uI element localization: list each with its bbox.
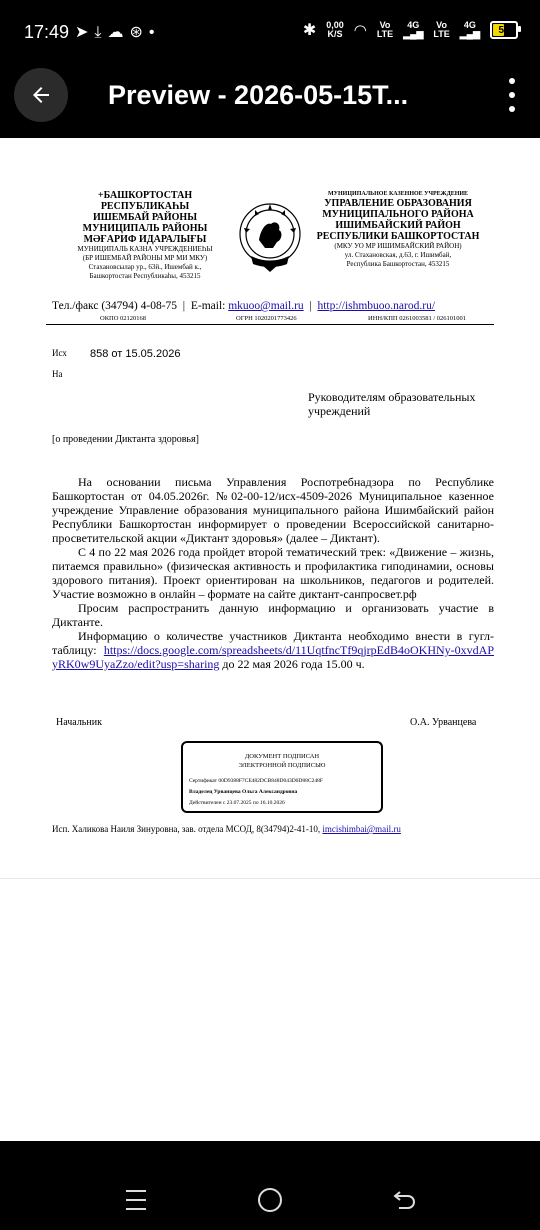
paragraph: Информацию о количестве участников Диктанта необходимо внести в гугл-таблицу: https://docs.google.com/spreadsheets/d/11UqtfncTf9qjrpEdB4oOKHNy-0xvdAPyRK0w9UyaZzo/edit?usp=sharing до 22 мая 2026 года 15.00 ч.	[52, 629, 494, 671]
more-vert-icon	[509, 78, 515, 84]
network-speed: 0,00 K/S	[326, 20, 344, 39]
app-bar	[0, 62, 540, 138]
arrow-left-icon	[29, 83, 53, 107]
e-signature-stamp: ДОКУМЕНТ ПОДПИСАН ЭЛЕКТРОННОЙ ПОДПИСЬЮ Сертификат 00D9388F7CE482DCB848D043D0D88C248F Владелец Урванцева Ольга Александровна Действителен с 23.07.2025 по 16.10.2026	[181, 741, 383, 813]
executor-email-link[interactable]: imcishimbai@mail.ru	[322, 824, 401, 834]
document-page[interactable]	[0, 138, 540, 878]
page-title: Preview - 2026-05-15T...	[108, 80, 409, 110]
sim1-signal: 4G ▂▄▆	[403, 20, 424, 39]
incoming-label: На	[52, 369, 63, 379]
website-link[interactable]: http://ishmbuoo.narod.ru/	[317, 300, 436, 312]
sim2-signal: 4G ▂▄▆	[459, 20, 480, 39]
download-icon: ⤓	[94, 24, 108, 41]
battery-level: 51	[498, 24, 510, 36]
home-button[interactable]	[258, 1188, 282, 1212]
bluetooth-icon: ✱	[302, 22, 317, 39]
signer-position: Начальник	[56, 717, 102, 728]
signal-icon: ▂▄▆	[403, 29, 424, 39]
paragraph: С 4 по 22 мая 2026 года пройдет второй тематический трек: «Движение – жизнь, питаемся правильно» (физическая активность и профилактика гиподинамии, основы здорового питания). Проект ориентирован на школьников, педагогов и родителей. Участие возможно в онлайн – формате на сайте диктант-санпросвет.рф	[52, 545, 494, 601]
outgoing-label: Исх	[52, 348, 67, 358]
subject-line: [о проведении Диктанта здоровья]	[52, 434, 199, 445]
back-arrow-icon	[395, 1192, 414, 1208]
okpo-code: ОКПО 02120168	[100, 315, 147, 322]
status-bar	[0, 0, 540, 62]
paragraph: На основании письма Управления Роспотребнадзора по Республике Башкортостан от 04.05.2026г. №02-00-12/исх-4509-2026 Муниципальное казенное учреждение Управление образования муниципального района Ишимбайский район Республики Башкортостан информирует о проведении Всероссийской санитарно-просветительской акции «Диктант здоровья» (далее – Диктант).	[52, 475, 494, 545]
signature-owner: Владелец Урванцева Ольга Александровна	[189, 789, 298, 795]
app-icon: ⊛	[129, 24, 149, 41]
outgoing-number: 858 от 15.05.2026	[90, 348, 181, 360]
cloud-upload-icon: ☁	[107, 24, 130, 41]
header-right: МУНИЦИПАЛЬНОЕ КАЗЕННОЕ УЧРЕЖДЕНИЕ УПРАВЛЕНИЕ ОБРАЗОВАНИЯ МУНИЦИПАЛЬНОГО РАЙОНА ИШИМБАЙСКИЙ РАЙОН РЕСПУБЛИКИ БАШКОРТОСТАН (МКУ УО МР ИШИМБАЙСКИЙ РАЙОН) ул. Стахановская, д.63, г. Ишимбай, Республика Башкортостан, 453215	[316, 191, 480, 268]
more-options-button[interactable]	[504, 78, 520, 112]
email-link[interactable]: mkuoo@mail.ru	[228, 300, 304, 312]
more-notifications-icon: •	[148, 24, 161, 41]
spreadsheet-link[interactable]: https://docs.google.com/spreadsheets/d/11UqtfncTf9qjrpEdB4oOKHNy-0xvdAPyRK0w9UyaZzo/edit?usp=sharing	[52, 643, 494, 671]
letter-body	[52, 475, 494, 671]
status-left-icons	[75, 22, 161, 42]
recents-button[interactable]	[126, 1190, 146, 1210]
signer-name: О.А. Урванцева	[410, 717, 477, 728]
viewer-empty-area	[0, 878, 540, 1141]
back-button[interactable]	[14, 68, 68, 122]
signature-validity: Действителен с 23.07.2025 по 16.10.2026	[189, 800, 285, 806]
back-nav-button[interactable]	[392, 1188, 418, 1212]
contacts-line: Тел./факс (34794) 4-08-75 | E-mail: mkuoo@mail.ru | http://ishmbuoo.narod.ru/	[52, 300, 436, 312]
sim2-volte: Vo LTE	[433, 20, 450, 39]
coat-of-arms-icon	[235, 198, 305, 274]
paragraph: Просим распространить данную информацию и организовать участие в Диктанте.	[52, 601, 494, 629]
wifi-icon: ◠	[353, 22, 367, 39]
certificate: Сертификат 00D9388F7CE482DCB848D043D0D88C248F	[189, 778, 323, 784]
status-right-icons	[303, 20, 518, 40]
sim1-volte: Vo LTE	[376, 20, 394, 39]
battery-icon	[490, 21, 518, 39]
executor-line: Исп. Халикова Наиля Зинуровна, зав. отдела МСОД, 8(34794)2-41-10, imcishimbai@mail.ru	[52, 824, 401, 834]
menu-icon	[126, 1190, 146, 1192]
status-time: 17:49	[24, 22, 70, 42]
header-divider	[46, 324, 494, 325]
system-nav-bar	[0, 1170, 540, 1230]
header-left: +БАШКОРТОСТАН РЕСПУБЛИКАҺЫ ИШЕМБАЙ РАЙОНЫ МУНИЦИПАЛЬ РАЙОНЫ МӘҒАРИФ ИДАРАЛЫҒЫ МУНИЦИПАЛЬ КАЗНА УЧРЕЖДЕНИЕҺЫ (БР ИШЕМБАЙ РАЙОНЫ МР МИ МКУ) Стахановсылар ур., 63й., Ишембай к., Башкортостан Республикаһы, 453215	[77, 190, 213, 280]
ogrn-code: ОГРН 1020201773426	[236, 315, 297, 322]
inn-code: ИНН/КПП 0261003581 / 026101001	[368, 315, 467, 322]
telegram-icon: ➤	[75, 24, 95, 41]
addressee: Руководителям образовательных учреждений	[308, 390, 476, 418]
signal-icon: ▂▄▆	[459, 29, 480, 39]
